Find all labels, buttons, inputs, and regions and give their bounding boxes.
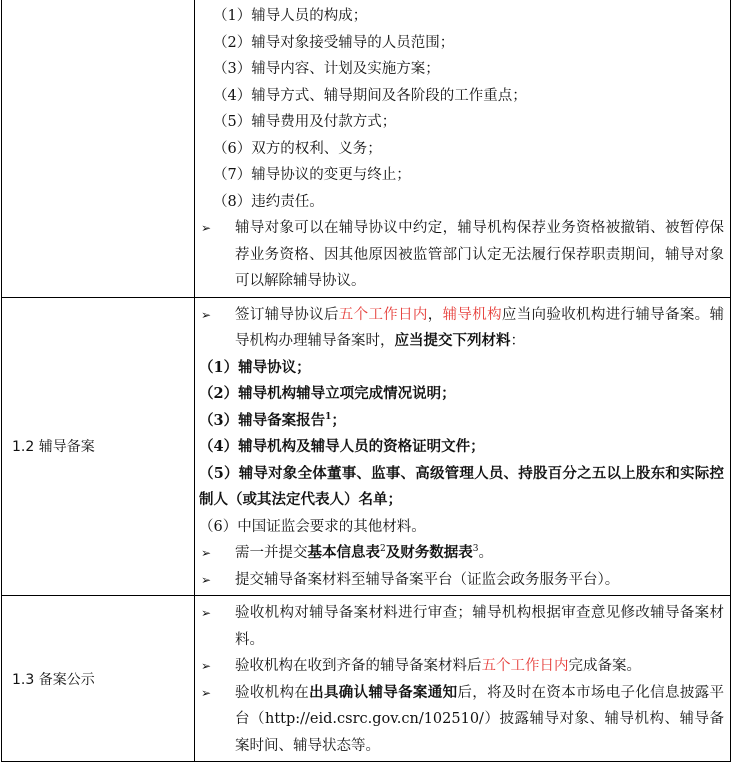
list-item: （4）辅导方式、辅导期间及各阶段的工作重点；	[213, 87, 527, 104]
arrow-bullet-icon: ➢	[201, 685, 212, 700]
row-content	[195, 596, 731, 762]
material-item: （2）辅导机构辅导立项完成情况说明；	[199, 385, 456, 402]
highlight-deadline: 五个工作日内	[338, 306, 428, 323]
bullet-item	[199, 302, 724, 355]
bullet-item	[199, 600, 724, 653]
bullet-item	[199, 680, 724, 760]
bullet-item	[199, 567, 724, 594]
row-label: 1.3 备案公示	[2, 596, 195, 762]
arrow-bullet-icon: ➢	[201, 659, 212, 673]
bullet-item	[199, 215, 724, 295]
table-row	[2, 596, 731, 762]
footnote-ref: 1	[325, 411, 332, 422]
bullet-text: 验收机构对辅导备案材料进行审查；辅导机构根据审查意见修改辅导备案材料。	[235, 605, 724, 648]
bullet-text: 验收机构在收到齐备的辅导备案材料后五个工作日内完成备案。	[235, 658, 641, 674]
arrow-bullet-icon: ➢	[201, 546, 212, 560]
list-item: （1）辅导人员的构成；	[213, 8, 368, 24]
bullet-text: 验收机构在出具确认辅导备案通知后，将及时在资本市场电子化信息披露平台（http://eid.csrc.gov.cn/102510/）披露辅导对象、辅导机构、辅导备案时间、辅导状态等。	[235, 683, 724, 754]
list-item: （6）双方的权利、义务；	[213, 140, 382, 157]
bullet-text: 辅导对象可以在辅导协议中约定，辅导机构保荐业务资格被撤销、被暂停保荐业务资格、因其他原因被监管部门认定无法履行保荐职责期间，辅导对象可以解除辅导协议。	[235, 220, 724, 289]
row-content	[195, 297, 731, 596]
material-item: （1）辅导协议；	[199, 358, 311, 376]
list-item: （2）辅导对象接受辅导的人员范围；	[213, 34, 455, 51]
list-item: （7）辅导协议的变更与终止；	[213, 167, 411, 183]
material-item: （6）中国证监会要求的其他材料。	[199, 518, 426, 535]
material-item: （4）辅导机构及辅导人员的资格证明文件；	[199, 438, 485, 455]
row-content	[195, 0, 731, 297]
bullet-item	[199, 540, 724, 567]
arrow-bullet-icon: ➢	[201, 572, 212, 587]
bullet-text: 签订辅导协议后五个工作日内，辅导机构应当向验收机构进行辅导备案。辅导机构办理辅导备案时，应当提交下列材料：	[235, 306, 724, 349]
row-label: 1.2 辅导备案	[2, 297, 195, 596]
table-row	[2, 0, 731, 297]
arrow-bullet-icon: ➢	[201, 221, 212, 235]
process-table	[1, 0, 731, 762]
arrow-bullet-icon: ➢	[201, 307, 212, 322]
list-item: （8）违约责任。	[213, 193, 324, 210]
table-row	[2, 297, 731, 596]
list-item: （5）辅导费用及付款方式；	[213, 114, 397, 130]
footnote-ref: 3	[472, 544, 479, 555]
bullet-text: 提交辅导备案材料至辅导备案平台（证监会政务服务平台）。	[235, 571, 620, 588]
material-item: （3）辅导备案报告$^1$；	[199, 411, 346, 429]
arrow-bullet-icon: ➢	[201, 606, 212, 620]
bullet-text: 需一并提交基本信息表$^2$及财务数据表$^3$。	[235, 544, 493, 561]
material-item: （5）辅导对象全体董事、监事、高级管理人员、持股百分之五以上股东和实际控制人（或其法定代表人）名单；	[199, 464, 724, 508]
highlight-deadline: 五个工作日内	[481, 658, 569, 674]
highlight-party: 辅导机构	[442, 306, 502, 323]
row-label-empty	[2, 0, 195, 297]
footnote-ref: 2	[380, 544, 386, 555]
list-item: （3）辅导内容、计划及实施方案；	[213, 61, 440, 77]
bullet-item	[199, 653, 724, 680]
